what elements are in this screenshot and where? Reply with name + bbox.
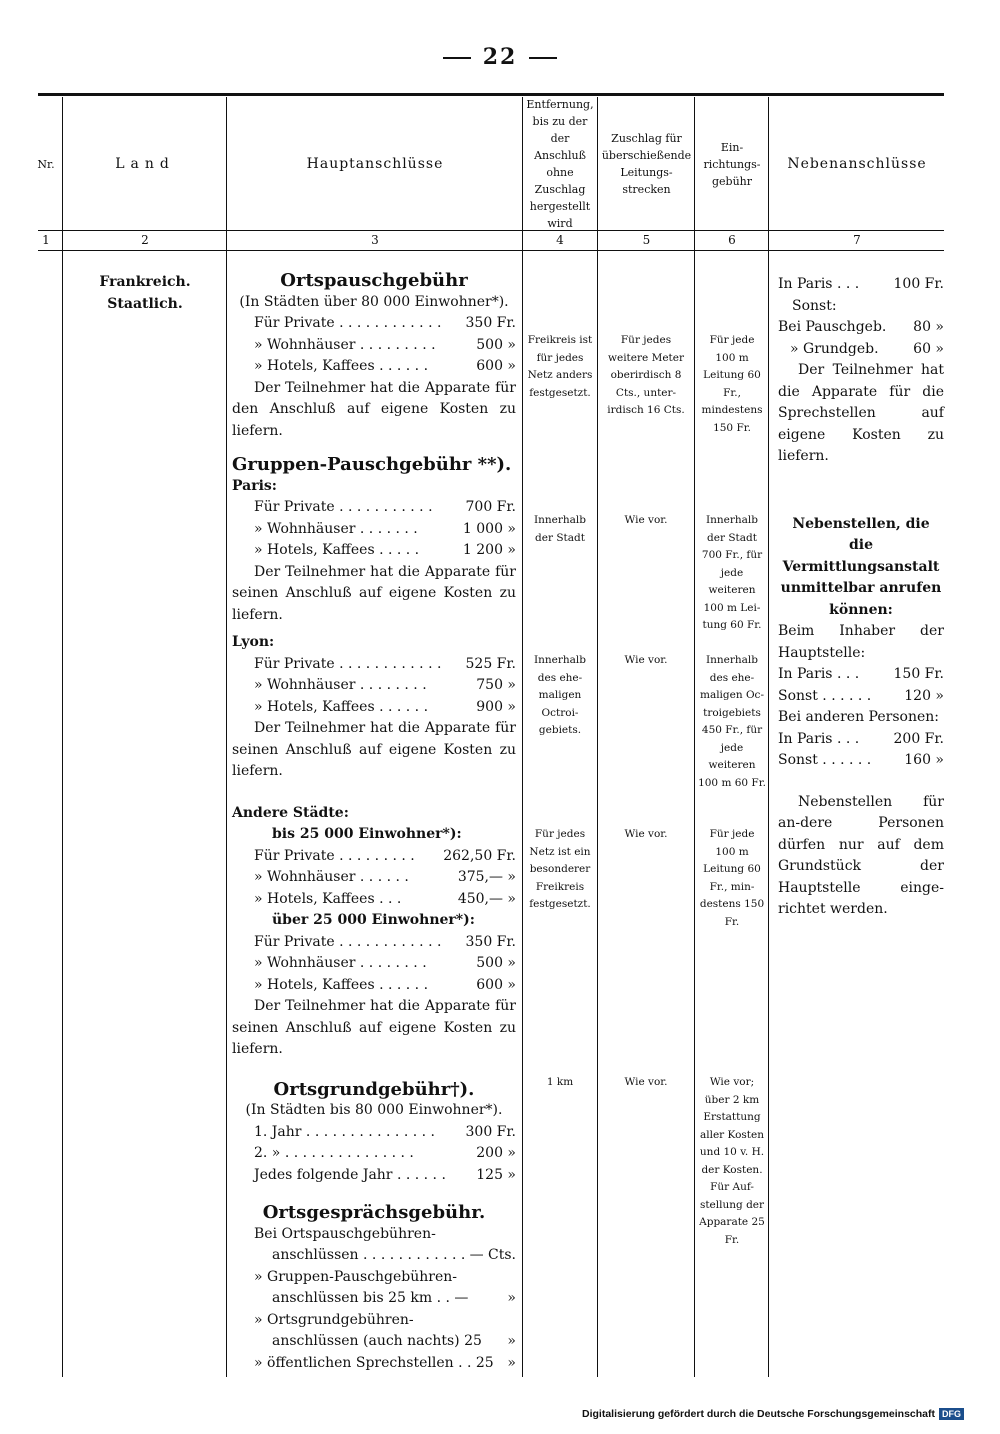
entfernung-cell-5: 1 km xyxy=(546,1076,574,1088)
paris-label: Paris: xyxy=(232,477,277,494)
price-row: » Hotels, Kaffees . . . 450,— » xyxy=(254,890,516,907)
price-row: » Hotels, Kaffees . . . . . 1 200 » xyxy=(254,542,516,558)
price-row: » Wohnhäuser . . . . . . . . 750 » xyxy=(254,677,516,693)
lyon-rows xyxy=(232,654,516,719)
footer-text: Digitalisierung gefördert durch die Deutsche Forschungsgemeinschaft xyxy=(582,1408,935,1420)
colnum-bottom-rule xyxy=(38,250,944,251)
s1-rows xyxy=(232,313,516,378)
price-row: Für Private . . . . . . . . . . . . 350 Fr. xyxy=(254,933,516,950)
header-nebenanschluesse: Nebenanschlüsse xyxy=(787,155,927,172)
colnum-2: 2 xyxy=(141,233,149,247)
s1-note: Der Teilnehmer hat die Apparate für den Anschluß auf eigene Kosten zu liefern. xyxy=(232,379,516,439)
col-divider-5 xyxy=(694,97,695,1377)
price-row: » Hotels, Kaffees . . . . . . 600 » xyxy=(254,358,516,374)
zuschlag-cell-3: Wie vor. xyxy=(624,654,668,666)
neben-row: Sonst . . . . . . 120 » xyxy=(778,687,944,704)
einrichtung-cell-2: Innerhalb der Stadt 700 Fr., für jede weiteren 100 m Lei-tung 60 Fr. xyxy=(701,514,763,631)
colnum-6: 6 xyxy=(728,233,736,247)
neben-andere: Bei anderen Personen: xyxy=(778,709,939,725)
neben-row: Sonst: xyxy=(792,297,837,314)
price-row: Für Private . . . . . . . . . . . . 525 Fr. xyxy=(254,655,516,672)
ueber-label: über 25 000 Einwohner*): xyxy=(272,912,475,928)
bis-rows xyxy=(232,846,516,911)
colnum-1: 1 xyxy=(42,233,50,247)
price-row: anschlüssen . . . . . . . . . . . . — Cts. xyxy=(272,1247,516,1263)
einrichtung-cell-3: Innerhalb des ehe-maligen Oc-troigebiets 450 Fr., für jede weiteren 100 m 60 Fr. xyxy=(698,654,766,789)
header-hauptanschluesse: Hauptanschlüsse xyxy=(306,155,444,172)
page-number: 22 xyxy=(0,44,1000,70)
price-row: » Hotels, Kaffees . . . . . . 600 » xyxy=(254,976,516,993)
paris-rows xyxy=(232,497,516,562)
entfernung-cell-4: Für jedes Netz ist ein besonderer Freikreis festgesetzt. xyxy=(529,828,591,910)
section-ortsgrundgebuehr-title: Ortsgrundgebühr†). xyxy=(273,1078,475,1100)
footer xyxy=(582,1408,964,1420)
colnum-5: 5 xyxy=(642,233,651,247)
paris-note: Der Teilnehmer hat die Apparate für seinen Anschluß auf eigene Kosten zu liefern. xyxy=(232,563,516,623)
section-ortspauschgebuehr-sub: (In Städten über 80 000 Einwohner*). xyxy=(239,293,509,310)
lyon-note: Der Teilnehmer hat die Apparate für seinen Anschluß auf eigene Kosten zu liefern. xyxy=(232,720,516,779)
col-divider-3 xyxy=(522,97,523,1377)
header-zuschlag: Zuschlag für überschießende Leitungs-strecken xyxy=(601,132,692,196)
s3-rows xyxy=(232,1122,516,1187)
ueber-rows xyxy=(232,932,516,997)
zuschlag-cell-2: Wie vor. xyxy=(624,514,668,526)
ueber-note: Der Teilnehmer hat die Apparate für seinen Anschluß auf eigene Kosten zu liefern. xyxy=(232,998,516,1057)
land-cell xyxy=(64,272,226,315)
section-ortspauschgebuehr-title: Ortspauschgebühr xyxy=(280,270,468,291)
entfernung-cell-2: Innerhalb der Stadt xyxy=(533,514,586,544)
col-divider-6 xyxy=(768,97,769,1377)
colnum-3: 3 xyxy=(371,233,379,247)
lyon-label: Lyon: xyxy=(232,634,275,650)
neben-row: » Grundgeb. 60 » xyxy=(790,340,944,357)
andere-label: Andere Städte: xyxy=(232,804,349,821)
section-gruppen-title: Gruppen-Pauschgebühr **). xyxy=(232,454,512,475)
price-row: » Wohnhäuser . . . . . . . . 500 » xyxy=(254,955,516,971)
neben-row: In Paris . . . 100 Fr. xyxy=(778,276,944,292)
price-row: 2. » . . . . . . . . . . . . . . . 200 » xyxy=(254,1145,516,1161)
zuschlag-cell-4: Wie vor. xyxy=(624,828,668,840)
price-row: anschlüssen (auch nachts) 25 » xyxy=(272,1333,516,1349)
neben-row: In Paris . . . 150 Fr. xyxy=(778,666,944,682)
price-row: Bei Ortspauschgebühren- xyxy=(254,1225,436,1242)
price-row: » Wohnhäuser . . . . . . . 1 000 » xyxy=(254,520,516,537)
price-row: 1. Jahr . . . . . . . . . . . . . . . 300 Fr. xyxy=(254,1123,516,1140)
price-row: Jedes folgende Jahr . . . . . . 125 » xyxy=(254,1166,516,1183)
col-divider-4 xyxy=(597,97,598,1377)
price-row: Für Private . . . . . . . . . . . . 350 Fr. xyxy=(254,315,516,331)
price-row: Für Private . . . . . . . . . 262,50 Fr. xyxy=(254,847,516,864)
neben-note-1: Der Teilnehmer hat die Apparate für die Sprechstellen auf eigene Kosten zu liefern. xyxy=(778,362,944,464)
einrichtung-cell-1: Für jede 100 m Leitung 60 Fr., mindestens 150 Fr. xyxy=(701,334,763,434)
dfg-logo: DFG xyxy=(939,1408,964,1420)
price-row: Für Private . . . . . . . . . . . 700 Fr. xyxy=(254,499,516,515)
s4-rows xyxy=(232,1224,516,1375)
header-einrichtung: Ein-richtungs-gebühr xyxy=(703,140,761,188)
section-ortsgrundgebuehr-sub: (In Städten bis 80 000 Einwohner*). xyxy=(245,1102,503,1118)
top-rule xyxy=(38,93,944,96)
neben-inhaber: Beim Inhaber der Hauptstelle: xyxy=(778,623,944,661)
colnum-4: 4 xyxy=(556,233,564,247)
land-type: Staatlich. xyxy=(107,295,183,312)
header-land: Land xyxy=(115,155,175,172)
price-row: anschlüssen bis 25 km . . — » xyxy=(272,1290,516,1306)
header-entfernung: Entfernung, bis zu der der Anschluß ohne Zuschlag hergestellt wird xyxy=(526,98,594,230)
price-row: » öffentlichen Sprechstellen . . 25 » xyxy=(254,1354,516,1371)
neben-title-2: Nebenstellen, die die Vermittlungsanstalt unmittelbar anrufen können: xyxy=(780,515,942,618)
header-nr: Nr. xyxy=(37,157,55,171)
hauptanschluesse-content xyxy=(232,270,516,1374)
col-divider-1 xyxy=(62,97,63,1377)
header-bottom-rule xyxy=(38,230,944,231)
einrichtung-cell-5: Wie vor; über 2 km Erstattung aller Kosten und 10 v. H. der Kosten. Für Auf-stellung der Apparate 25 Fr. xyxy=(699,1076,765,1246)
col-divider-2 xyxy=(226,97,227,1377)
colnum-7: 7 xyxy=(853,233,861,247)
entfernung-cell-1: Freikreis ist für jedes Netz anders festgesetzt. xyxy=(527,334,593,399)
neben-row: Bei Pauschgeb. 80 » xyxy=(778,319,944,335)
zuschlag-cell-5: Wie vor. xyxy=(624,1076,668,1088)
price-row: » Ortsgrundgebühren- xyxy=(254,1311,414,1328)
zuschlag-cell-1: Für jedes weitere Meter oberirdisch 8 Cts., unter-irdisch 16 Cts. xyxy=(607,334,685,416)
neben-row: Sonst . . . . . . 160 » xyxy=(778,752,944,768)
price-row: » Wohnhäuser . . . . . . 375,— » xyxy=(254,869,516,885)
land-country: Frankreich. xyxy=(99,274,191,290)
neben-note-2: Nebenstellen für an-dere Personen dürfen nur auf dem Grundstück der Hauptstelle einge-richtet werden. xyxy=(778,793,944,917)
neben-row: In Paris . . . 200 Fr. xyxy=(778,730,944,747)
section-ortsgespraech-title: Ortsgesprächsgebühr. xyxy=(262,1202,486,1223)
price-row: » Gruppen-Pauschgebühren- xyxy=(254,1268,458,1285)
price-row: » Wohnhäuser . . . . . . . . . 500 » xyxy=(254,336,516,353)
price-row: » Hotels, Kaffees . . . . . . 900 » xyxy=(254,698,516,715)
nebenanschluesse-content xyxy=(778,274,944,921)
bis-label: bis 25 000 Einwohner*): xyxy=(272,826,462,842)
einrichtung-cell-4: Für jede 100 m Leitung 60 Fr., min-destens 150 Fr. xyxy=(699,828,765,928)
entfernung-cell-3: Innerhalb des ehe-maligen Octroi-gebiets. xyxy=(533,654,586,736)
